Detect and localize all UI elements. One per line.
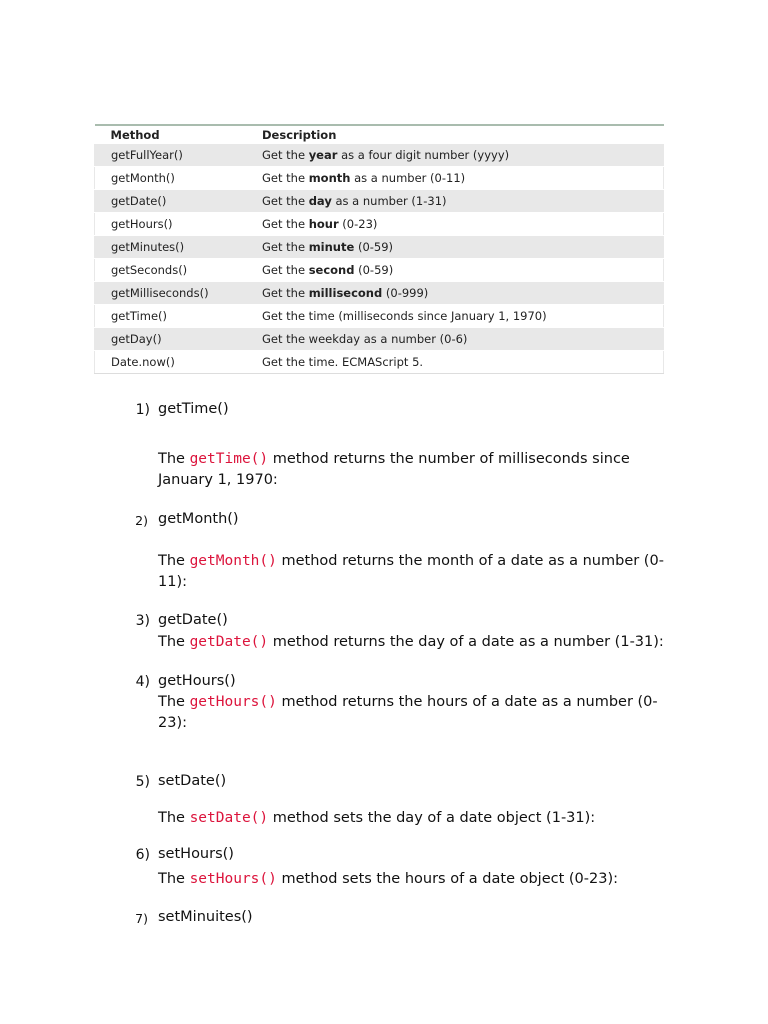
table-row <box>95 167 664 190</box>
date-methods-table <box>94 124 664 374</box>
list-number: 6) <box>135 847 150 863</box>
method-cell: getTime() <box>95 305 247 328</box>
code-snippet: getHours() <box>189 694 277 710</box>
description-cell: Get the minute (0-59) <box>246 236 664 259</box>
table-header-row <box>95 125 664 144</box>
list-number: 1) <box>135 402 150 418</box>
table-row <box>95 190 664 213</box>
description-cell: Get the hour (0-23) <box>246 213 664 236</box>
code-snippet: getTime() <box>189 451 269 467</box>
description-cell: Get the time. ECMAScript 5. <box>246 351 664 374</box>
description-cell: Get the day as a number (1-31) <box>246 190 664 213</box>
method-cell: getSeconds() <box>95 259 247 282</box>
list-item-description: The setDate() method sets the day of a date object (1-31): <box>158 810 596 826</box>
method-cell: Date.now() <box>95 351 247 374</box>
list-item-title: setDate() <box>158 773 227 789</box>
method-cell: getMilliseconds() <box>95 282 247 305</box>
table-row <box>95 351 664 374</box>
list-number: 2) <box>135 513 148 528</box>
table-row <box>95 305 664 328</box>
list-number: 7) <box>135 911 148 926</box>
code-snippet: setDate() <box>189 810 269 826</box>
table-row <box>95 259 664 282</box>
table-row <box>95 144 664 167</box>
method-cell: getMinutes() <box>95 236 247 259</box>
method-cell: getMonth() <box>95 167 247 190</box>
list-item-title: getDate() <box>158 612 228 628</box>
code-snippet: getDate() <box>189 634 269 650</box>
list-item-description: The setHours() method sets the hours of a date object (0-23): <box>158 871 618 887</box>
table-row <box>95 282 664 305</box>
table-row <box>95 213 664 236</box>
method-cell: getFullYear() <box>95 144 247 167</box>
description-cell: Get the weekday as a number (0-6) <box>246 328 664 351</box>
description-cell: Get the month as a number (0-11) <box>246 167 664 190</box>
code-snippet: getMonth() <box>189 553 277 569</box>
header-description: Description <box>246 125 664 144</box>
table-row <box>95 328 664 351</box>
code-snippet: setHours() <box>189 871 277 887</box>
description-cell: Get the year as a four digit number (yyyy) <box>246 144 664 167</box>
list-item-title: setMinuites() <box>158 909 253 925</box>
list-item-description: The getHours() method returns the hours of a date as a number (0-23): <box>158 694 658 731</box>
method-cell: getDate() <box>95 190 247 213</box>
list-number: 3) <box>135 613 150 629</box>
method-cell: getDay() <box>95 328 247 351</box>
list-number: 4) <box>135 674 150 690</box>
method-cell: getHours() <box>95 213 247 236</box>
list-item-description: The getTime() method returns the number of milliseconds since January 1, 1970: <box>158 451 630 488</box>
list-item-title: getTime() <box>158 401 229 417</box>
list-item-description: The getMonth() method returns the month of a date as a number (0-11): <box>158 553 664 590</box>
list-number: 5) <box>135 774 150 790</box>
description-cell: Get the time (milliseconds since January 1, 1970) <box>246 305 664 328</box>
table-row <box>95 236 664 259</box>
list-item-description: The getDate() method returns the day of a date as a number (1-31): <box>158 634 664 650</box>
list-item-title: getMonth() <box>158 511 239 527</box>
list-item-title: getHours() <box>158 673 236 689</box>
description-cell: Get the millisecond (0-999) <box>246 282 664 305</box>
header-method: Method <box>95 125 247 144</box>
list-item-title: setHours() <box>158 846 234 862</box>
description-cell: Get the second (0-59) <box>246 259 664 282</box>
